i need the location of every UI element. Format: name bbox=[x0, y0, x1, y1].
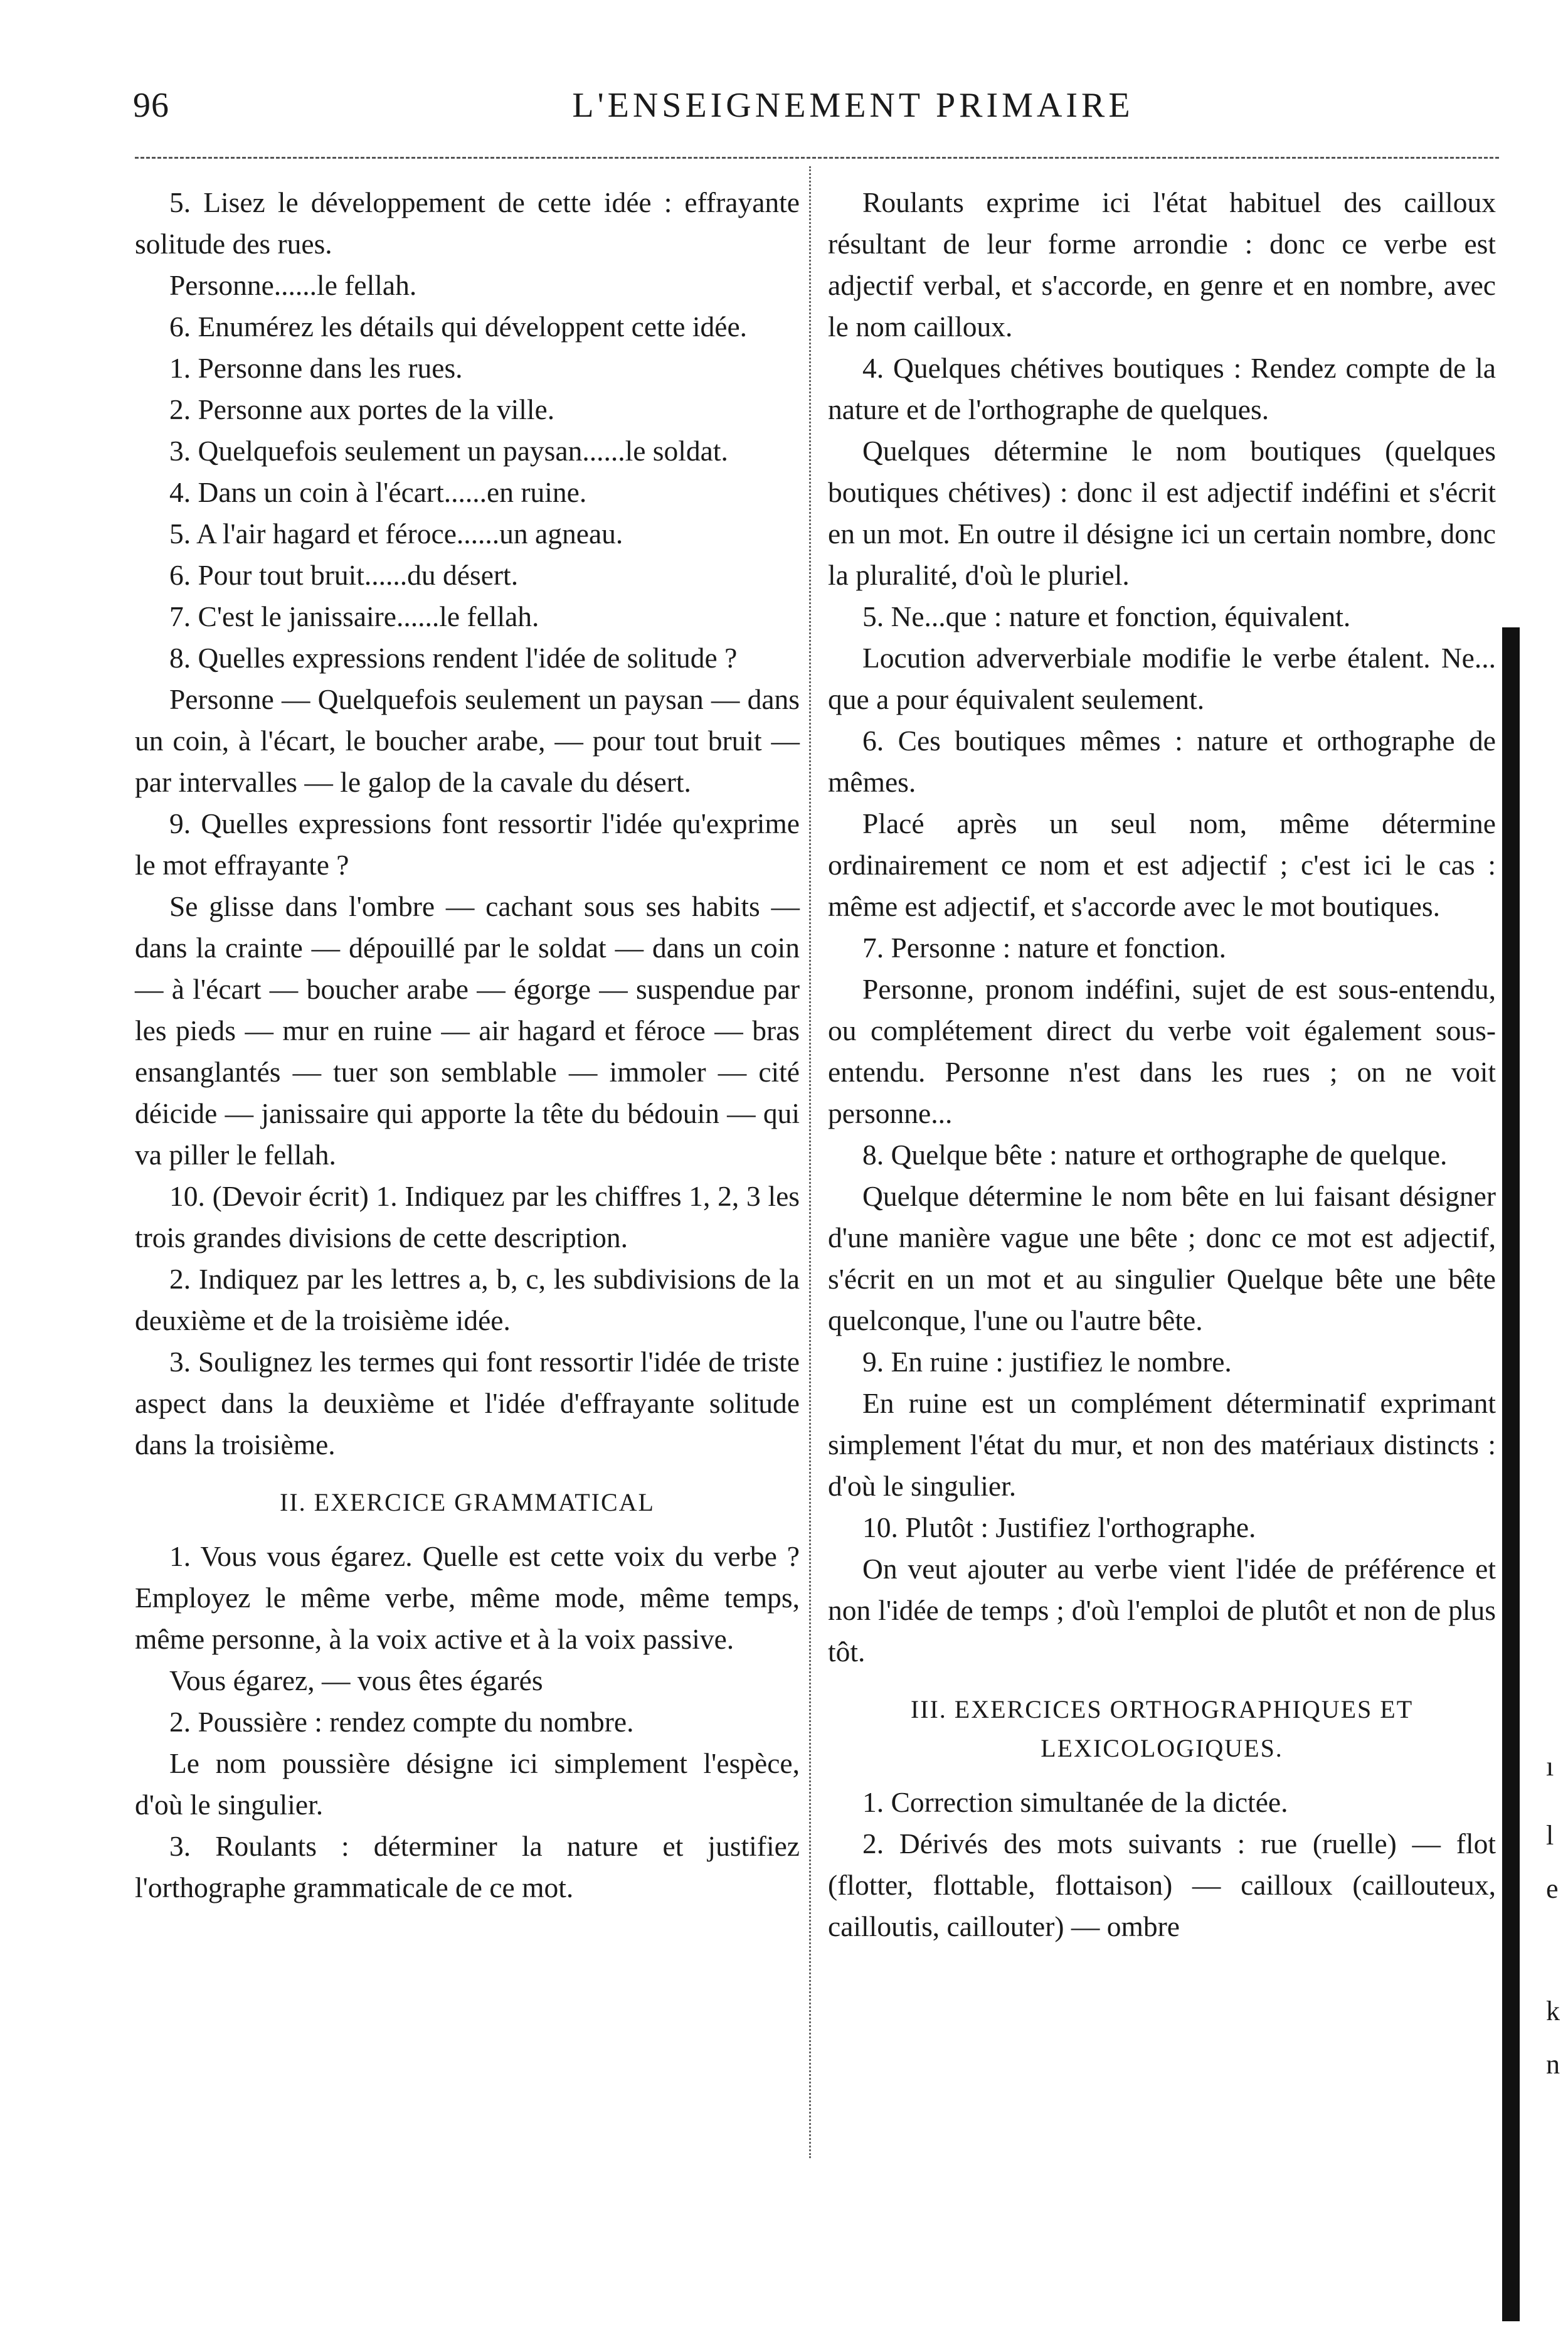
margin-fragment: k bbox=[1546, 1996, 1560, 2026]
paragraph: 8. Quelles expressions rendent l'idée de solitude ? bbox=[169, 642, 738, 674]
paragraph: Locution adververbiale modifie le verbe étalent. Ne... que a pour équivalent seulement. bbox=[828, 642, 1496, 715]
paragraph: Quelques détermine le nom boutiques (quelques boutiques chétives) : donc il est adjectif indéfini et s'écrit en un mot. En outre il désigne ici un certain nombre, donc la pluralité, d'où le pluriel. bbox=[828, 435, 1496, 591]
paragraph: On veut ajouter au verbe vient l'idée de préférence et non l'idée de temps ; d'où l'emploi de plutôt et non de plus tôt. bbox=[828, 1553, 1496, 1668]
paragraph: 2. Personne aux portes de la ville. bbox=[169, 393, 555, 425]
paragraph: 2. Indiquez par les lettres a, b, c, les subdivisions de la deuxième et de la troisième idée. bbox=[135, 1263, 800, 1336]
paragraph: 5. Ne...que : nature et fonction, équivalent. bbox=[862, 600, 1351, 632]
paragraph: 1. Personne dans les rues. bbox=[169, 352, 463, 384]
right-column bbox=[828, 182, 1496, 1947]
paragraph: 7. Personne : nature et fonction. bbox=[862, 932, 1226, 964]
paragraph: 6. Enumérez les détails qui développent cette idée. bbox=[169, 311, 748, 343]
paragraph: Personne......le fellah. bbox=[169, 269, 417, 301]
paragraph: 3. Quelquefois seulement un paysan......le soldat. bbox=[169, 435, 728, 467]
page-header bbox=[125, 74, 1480, 130]
paragraph: 2. Dérivés des mots suivants : rue (ruelle) — flot (flotter, flottable, flottaison) — cailloux (caillouteux, cailloutis, caillouter) — ombre bbox=[828, 1828, 1496, 1942]
column-divider bbox=[809, 166, 811, 2158]
margin-bleed-bar bbox=[1502, 627, 1520, 2321]
section-title: II. EXERCICE GRAMMATICAL bbox=[280, 1488, 655, 1516]
header-rule bbox=[135, 157, 1499, 159]
paragraph: Placé après un seul nom, même détermine ordinairement ce nom et est adjectif ; c'est ici le cas : même est adjectif, et s'accorde avec le mot boutiques. bbox=[828, 807, 1496, 922]
paragraph: 9. Quelles expressions font ressortir l'idée qu'exprime le mot effrayante ? bbox=[135, 807, 800, 881]
paragraph: 1. Correction simultanée de la dictée. bbox=[862, 1786, 1288, 1818]
paragraph: 10. Plutôt : Justifiez l'orthographe. bbox=[862, 1511, 1256, 1543]
margin-fragment: l bbox=[1546, 1820, 1554, 1851]
paragraph: 6. Pour tout bruit......du désert. bbox=[169, 559, 519, 591]
paragraph: 2. Poussière : rendez compte du nombre. bbox=[169, 1706, 634, 1738]
page-number: 96 bbox=[133, 86, 169, 125]
paragraph: 5. Lisez le développement de cette idée : effrayante solitude des rues. bbox=[135, 186, 800, 260]
paragraph: 5. A l'air hagard et féroce......un agneau. bbox=[169, 518, 623, 550]
paragraph: En ruine est un complément déterminatif exprimant simplement l'état du mur, et non des matériaux distincts : d'où le singulier. bbox=[828, 1387, 1496, 1502]
paragraph: Se glisse dans l'ombre — cachant sous ses habits — dans la crainte — dépouillé par le soldat — dans un coin — à l'écart — boucher arabe — égorge — suspendue par les pieds — mur en ruine — air hagard et féroce — bras ensanglantés — tuer son semblable — immoler — cité déicide — janissaire qui apporte la tête du bédouin — qui va piller le fellah. bbox=[135, 890, 800, 1171]
left-column bbox=[135, 182, 800, 1908]
margin-fragment: e bbox=[1546, 1873, 1559, 1904]
running-title: L'ENSEIGNEMENT PRIMAIRE bbox=[572, 86, 1134, 125]
margin-fragment: ı bbox=[1546, 1751, 1554, 1782]
paragraph: Quelque détermine le nom bête en lui faisant désigner d'une manière vague une bête ; donc ce mot est adjectif, s'écrit en un mot et au singulier Quelque bête une bête quelconque, l'une ou l'autre bête. bbox=[828, 1180, 1496, 1336]
section-title: III. EXERCICES ORTHOGRAPHIQUES ET LEXICOLOGIQUES. bbox=[910, 1695, 1414, 1762]
paragraph: 4. Dans un coin à l'écart......en ruine. bbox=[169, 476, 587, 508]
paragraph: 6. Ces boutiques mêmes : nature et orthographe de mêmes. bbox=[828, 725, 1496, 798]
paragraph: 3. Roulants : déterminer la nature et justifiez l'orthographe grammaticale de ce mot. bbox=[135, 1830, 800, 1903]
paragraph: Personne — Quelquefois seulement un paysan — dans un coin, à l'écart, le boucher arabe, — pour tout bruit — par intervalles — le galop de la cavale du désert. bbox=[135, 683, 800, 798]
margin-fragment: n bbox=[1546, 2049, 1560, 2080]
paragraph: 7. C'est le janissaire......le fellah. bbox=[169, 600, 539, 632]
paragraph: 10. (Devoir écrit) 1. Indiquez par les chiffres 1, 2, 3 les trois grandes divisions de cette description. bbox=[135, 1180, 800, 1253]
paragraph: 1. Vous vous égarez. Quelle est cette voix du verbe ? Employez le même verbe, même mode, même temps, même personne, à la voix active et à la voix passive. bbox=[135, 1540, 800, 1655]
paragraph: 8. Quelque bête : nature et orthographe de quelque. bbox=[862, 1139, 1448, 1171]
paragraph: 3. Soulignez les termes qui font ressortir l'idée de triste aspect dans la deuxième et l'idée d'effrayante solitude dans la troisième. bbox=[135, 1346, 800, 1461]
paragraph: 4. Quelques chétives boutiques : Rendez compte de la nature et de l'orthographe de quelques. bbox=[828, 352, 1496, 425]
paragraph: Personne, pronom indéfini, sujet de est sous-entendu, ou complétement direct du verbe voit également sous-entendu. Personne n'est dans les rues ; on ne voit personne... bbox=[828, 973, 1496, 1129]
paragraph: Le nom poussière désigne ici simplement l'espèce, d'où le singulier. bbox=[135, 1747, 800, 1821]
paragraph: Roulants exprime ici l'état habituel des cailloux résultant de leur forme arrondie : donc ce verbe est adjectif verbal, et s'accorde, en genre et en nombre, avec le nom cailloux. bbox=[828, 186, 1496, 343]
paragraph: 9. En ruine : justifiez le nombre. bbox=[862, 1346, 1232, 1378]
paragraph: Vous égarez, — vous êtes égarés bbox=[169, 1664, 543, 1696]
